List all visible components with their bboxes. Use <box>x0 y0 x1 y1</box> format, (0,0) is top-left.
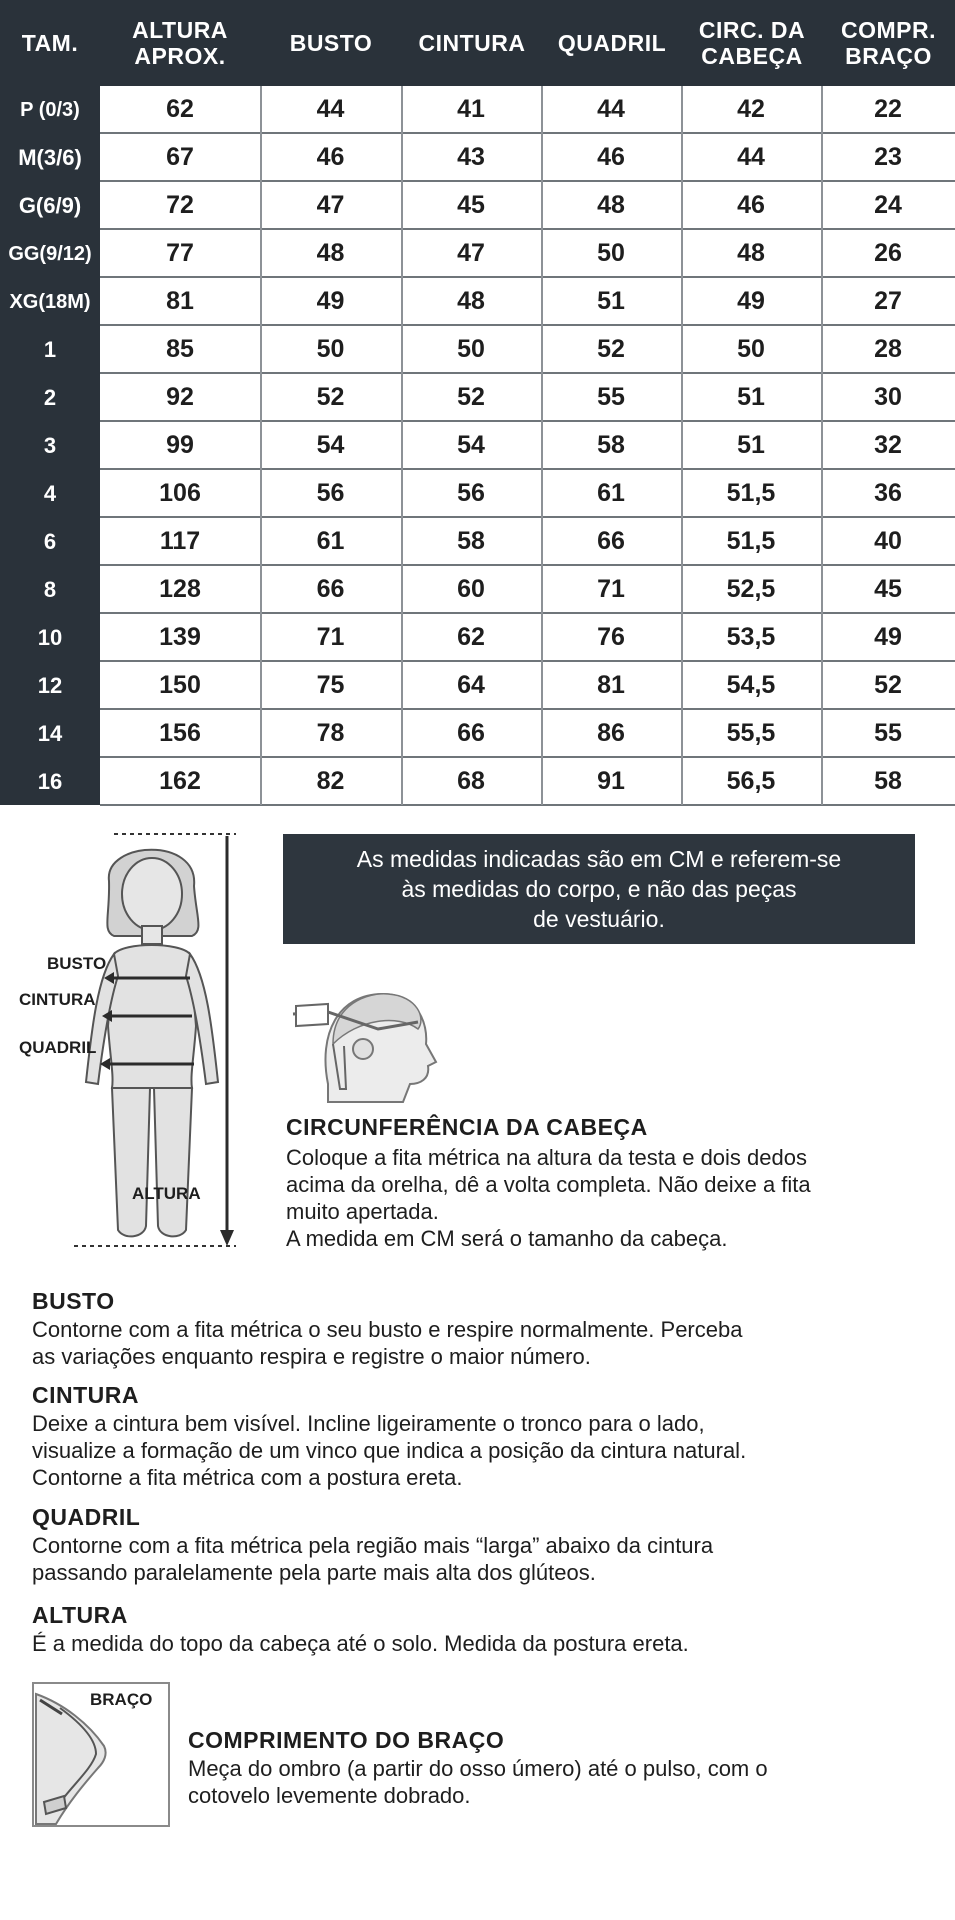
table-cell: 106 <box>159 478 201 507</box>
size-label: 14 <box>37 721 63 746</box>
table-cell: 32 <box>874 430 902 459</box>
section-text-cintura: Deixe a cintura bem visível. Incline ligeiramente o tronco para o lado, visualize a formação de um vinco que indica a posição da cintura natural. Contorne a fita métrica com a postura ereta. <box>32 1411 747 1490</box>
table-row <box>100 758 955 806</box>
table-cell: 91 <box>597 766 625 795</box>
table-row <box>100 326 955 374</box>
table-cell: 66 <box>457 718 485 747</box>
table-cell: 36 <box>874 478 902 507</box>
table-cell: 44 <box>597 94 625 123</box>
table-cell: 49 <box>737 286 765 315</box>
section-title-cabeca: CIRCUNFERÊNCIA DA CABEÇA <box>286 1114 648 1140</box>
header-compr-braco: COMPR. BRAÇO <box>841 17 936 69</box>
label-cintura: CINTURA <box>19 990 96 1009</box>
header-tam: TAM. <box>21 30 79 56</box>
size-label: P (0/3) <box>20 98 80 121</box>
table-cell: 47 <box>316 190 345 219</box>
size-label: GG(9/12) <box>8 242 92 265</box>
table-row <box>100 662 955 710</box>
head-measurement-figure <box>288 974 438 1109</box>
table-cell: 85 <box>166 334 194 363</box>
table-row <box>100 710 955 758</box>
table-cell: 92 <box>166 382 194 411</box>
table-cell: 48 <box>737 238 765 267</box>
table-cell: 42 <box>737 94 765 123</box>
section-text-quadril: Contorne com a fita métrica pela região mais “larga” abaixo da cintura passando paralelamente pela parte mais alta dos glúteos. <box>32 1533 714 1585</box>
table-cell: 24 <box>874 190 902 219</box>
table-cell: 23 <box>874 142 902 171</box>
table-cell: 45 <box>874 574 902 603</box>
table-row <box>100 86 955 134</box>
label-busto: BUSTO <box>47 954 107 973</box>
table-cell: 58 <box>874 766 902 795</box>
table-row <box>100 566 955 614</box>
table-cell: 54 <box>316 430 345 459</box>
table-cell: 58 <box>457 526 485 555</box>
table-row <box>100 182 955 230</box>
table-cell: 49 <box>874 622 902 651</box>
section-title-quadril: QUADRIL <box>32 1504 141 1530</box>
table-cell: 81 <box>597 670 625 699</box>
section-text-altura: É a medida do topo da cabeça até o solo. Medida da postura ereta. <box>32 1631 689 1656</box>
table-cell: 51 <box>737 382 765 411</box>
header-circ-cabeca: CIRC. DA CABEÇA <box>698 17 806 69</box>
label-braco: BRAÇO <box>90 1690 153 1709</box>
table-cell: 71 <box>316 622 345 651</box>
table-cell: 49 <box>316 286 345 315</box>
table-row <box>100 614 955 662</box>
size-label: 6 <box>43 529 57 554</box>
table-cell: 55 <box>874 718 902 747</box>
table-cell: 99 <box>166 430 194 459</box>
label-quadril: QUADRIL <box>19 1038 97 1057</box>
table-cell: 62 <box>457 622 485 651</box>
section-text-busto: Contorne com a fita métrica o seu busto e respire normalmente. Perceba as variações enquanto respira e registre o maior número. <box>32 1317 743 1369</box>
table-cell: 76 <box>597 622 625 651</box>
table-cell: 51 <box>737 430 765 459</box>
table-cell: 78 <box>316 718 345 747</box>
table-cell: 41 <box>457 94 485 123</box>
size-label: G(6/9) <box>18 193 82 218</box>
header-cintura: CINTURA <box>418 30 526 56</box>
table-cell: 139 <box>159 622 201 651</box>
section-text-braco: Meça do ombro (a partir do osso úmero) até o pulso, com o cotovelo levemente dobrado. <box>188 1756 768 1808</box>
table-cell: 44 <box>316 94 345 123</box>
table-cell: 30 <box>874 382 902 411</box>
table-cell: 64 <box>457 670 485 699</box>
size-label: 12 <box>37 673 63 698</box>
table-cell: 52 <box>316 382 345 411</box>
table-cell: 71 <box>597 574 625 603</box>
table-cell: 58 <box>597 430 625 459</box>
section-title-busto: BUSTO <box>32 1288 115 1314</box>
table-cell: 54,5 <box>726 670 776 699</box>
head-tape-illustration <box>288 974 438 1109</box>
table-row <box>100 422 955 470</box>
table-cell: 40 <box>874 526 902 555</box>
table-cell: 60 <box>457 574 485 603</box>
table-cell: 150 <box>159 670 201 699</box>
table-cell: 50 <box>457 334 485 363</box>
table-cell: 55 <box>597 382 625 411</box>
table-cell: 46 <box>597 142 625 171</box>
table-row <box>100 518 955 566</box>
table-cell: 46 <box>737 190 765 219</box>
table-cell: 66 <box>316 574 345 603</box>
table-row <box>100 470 955 518</box>
header-altura: ALTURA APROX. <box>132 17 228 69</box>
measurement-notice: As medidas indicadas são em CM e referem-se às medidas do corpo, e não das peças de vestuário. <box>283 834 915 944</box>
table-cell: 61 <box>597 478 625 507</box>
table-cell: 72 <box>166 190 194 219</box>
table-cell: 52 <box>597 334 625 363</box>
table-cell: 55,5 <box>726 718 776 747</box>
header-quadril: QUADRIL <box>557 30 667 56</box>
column-divider <box>401 86 403 805</box>
table-cell: 67 <box>166 142 194 171</box>
column-divider <box>681 86 683 805</box>
label-altura: ALTURA <box>132 1184 201 1203</box>
table-cell: 62 <box>166 94 194 123</box>
table-cell: 51,5 <box>726 478 776 507</box>
size-label: XG(18M) <box>9 290 91 313</box>
table-cell: 45 <box>457 190 485 219</box>
table-cell: 56,5 <box>726 766 776 795</box>
table-row <box>100 230 955 278</box>
header-busto: BUSTO <box>289 30 373 56</box>
table-cell: 53,5 <box>726 622 776 651</box>
table-cell: 66 <box>597 526 625 555</box>
table-cell: 50 <box>597 238 625 267</box>
body-measurement-figure <box>14 826 254 1256</box>
arm-measurement-figure <box>32 1682 170 1827</box>
table-cell: 82 <box>316 766 345 795</box>
table-cell: 50 <box>316 334 345 363</box>
table-cell: 43 <box>457 142 485 171</box>
table-cell: 48 <box>457 286 485 315</box>
table-cell: 86 <box>597 718 625 747</box>
size-table <box>0 0 955 805</box>
section-text-cabeca: Coloque a fita métrica na altura da testa e dois dedos acima da orelha, dê a volta completa. Não deixe a fita muito apertada. A medida em CM será o tamanho da cabeça. <box>286 1145 811 1251</box>
size-label: 4 <box>43 481 57 506</box>
table-cell: 54 <box>457 430 485 459</box>
section-title-braco: COMPRIMENTO DO BRAÇO <box>188 1727 505 1753</box>
table-cell: 68 <box>457 766 485 795</box>
column-divider <box>541 86 543 805</box>
section-title-altura: ALTURA <box>32 1602 128 1628</box>
table-cell: 117 <box>159 526 201 555</box>
table-row <box>100 278 955 326</box>
table-cell: 56 <box>316 478 345 507</box>
table-cell: 46 <box>316 142 345 171</box>
column-divider <box>260 86 262 805</box>
table-cell: 81 <box>166 286 194 315</box>
table-cell: 44 <box>737 142 765 171</box>
size-label: 2 <box>43 385 57 410</box>
table-cell: 48 <box>316 238 345 267</box>
table-cell: 51 <box>597 286 625 315</box>
table-cell: 156 <box>159 718 201 747</box>
column-divider <box>821 86 823 805</box>
table-cell: 26 <box>874 238 902 267</box>
size-label: 1 <box>43 337 57 362</box>
table-cell: 52,5 <box>726 574 776 603</box>
size-label: 10 <box>37 625 63 650</box>
table-cell: 28 <box>874 334 902 363</box>
size-label: 8 <box>43 577 57 602</box>
table-cell: 47 <box>457 238 485 267</box>
table-cell: 27 <box>874 286 902 315</box>
table-cell: 128 <box>159 574 201 603</box>
table-cell: 52 <box>457 382 485 411</box>
table-cell: 52 <box>874 670 902 699</box>
table-cell: 56 <box>457 478 485 507</box>
table-cell: 75 <box>316 670 345 699</box>
size-label: 16 <box>37 769 63 794</box>
table-row <box>100 134 955 182</box>
table-cell: 77 <box>166 238 194 267</box>
table-header <box>0 0 955 86</box>
table-cell: 61 <box>316 526 345 555</box>
table-cell: 162 <box>159 766 201 795</box>
table-cell: 50 <box>737 334 765 363</box>
table-cell: 48 <box>597 190 625 219</box>
table-row <box>100 374 955 422</box>
size-label: 3 <box>43 433 57 458</box>
table-cell: 51,5 <box>726 526 776 555</box>
size-label: M(3/6) <box>18 145 82 170</box>
table-cell: 22 <box>874 94 902 123</box>
section-title-cintura: CINTURA <box>32 1382 139 1408</box>
